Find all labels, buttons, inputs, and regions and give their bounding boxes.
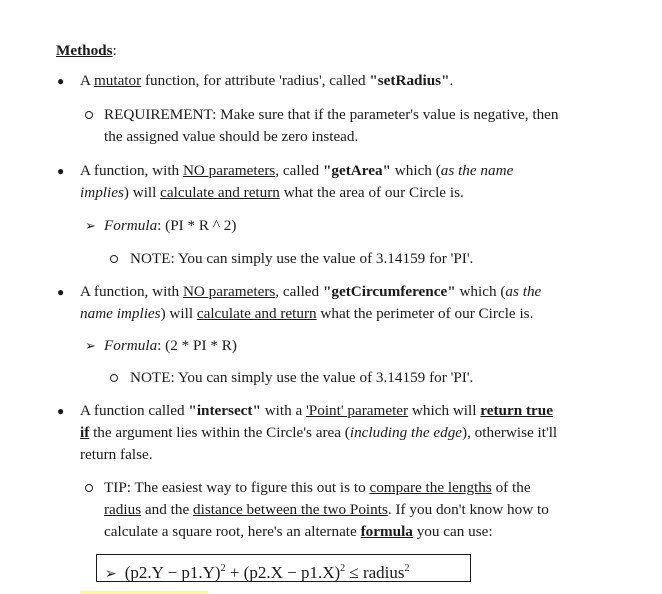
bullet3-line-2: name implies) will calculate and return what the perimeter of our Circle is. bbox=[80, 305, 534, 322]
tip-line-2: radius and the distance between the two Points. If you don't know how to bbox=[104, 501, 549, 518]
distance-formula-box: ➢ $(p2.Y - p1.Y)^2 + (p2.X - p1.X)^2$ ≤ radius$^2$ bbox=[96, 554, 471, 582]
methods-heading-label: Methods bbox=[56, 42, 113, 59]
circumference-formula: Formula: (2 * PI * R) bbox=[104, 337, 237, 354]
circle-bullet-icon bbox=[110, 374, 118, 382]
arrow-bullet-icon: ➢ bbox=[85, 218, 96, 233]
bullet1-line: A mutator function, for attribute 'radius', called "setRadius". bbox=[80, 72, 454, 89]
heading-colon: : bbox=[112, 42, 117, 59]
setradius-name: "setRadius" bbox=[369, 72, 450, 89]
arrow-bullet-icon: ➢ bbox=[85, 338, 96, 353]
getcircumference-name: "getCircumference" bbox=[322, 283, 456, 300]
area-note: NOTE: You can simply use the value of 3.14159 for 'PI'. bbox=[130, 250, 474, 267]
bullet4-line-3: return false. bbox=[80, 446, 153, 463]
intersect-name: "intersect" bbox=[188, 402, 261, 419]
bullet3-line-1: A function, with NO parameters, called "getCircumference" which (as the bbox=[80, 283, 542, 300]
bullet2-line-2: implies) will calculate and return what the area of our Circle is. bbox=[80, 184, 464, 201]
bullet2-line-1: A function, with NO parameters, called "getArea" which (as the name bbox=[80, 162, 514, 179]
methods-heading bbox=[56, 40, 117, 62]
bullet4-line-2: if the argument lies within the Circle's area (including the edge), otherwise it'll bbox=[80, 424, 558, 441]
bullet-dot-icon: ● bbox=[57, 164, 65, 178]
getarea-name: "getArea" bbox=[322, 162, 391, 179]
tip-line-3: calculate a square root, here's an alternate formula you can use: bbox=[104, 523, 493, 540]
circumference-note: NOTE: You can simply use the value of 3.14159 for 'PI'. bbox=[130, 369, 474, 386]
requirement-line-2: the assigned value should be zero instead. bbox=[104, 128, 359, 145]
area-formula: Formula: (PI * R ^ 2) bbox=[104, 217, 237, 234]
mutator-term: mutator bbox=[93, 72, 142, 89]
circle-bullet-icon bbox=[85, 111, 93, 119]
bullet-dot-icon: ● bbox=[57, 404, 65, 418]
bullet-dot-icon: ● bbox=[57, 285, 65, 299]
bullet4-line-1: A function called "intersect" with a 'Point' parameter which will return true bbox=[80, 402, 553, 419]
requirement-line-1: REQUIREMENT: Make sure that if the parameter's value is negative, then bbox=[104, 106, 559, 123]
bullet-dot-icon: ● bbox=[57, 74, 65, 88]
tip-line-1: TIP: The easiest way to figure this out is to compare the lengths of the bbox=[104, 479, 531, 496]
arrow-bullet-icon: ➢ bbox=[105, 567, 117, 582]
circle-bullet-icon bbox=[85, 484, 93, 492]
circle-bullet-icon bbox=[110, 255, 118, 263]
